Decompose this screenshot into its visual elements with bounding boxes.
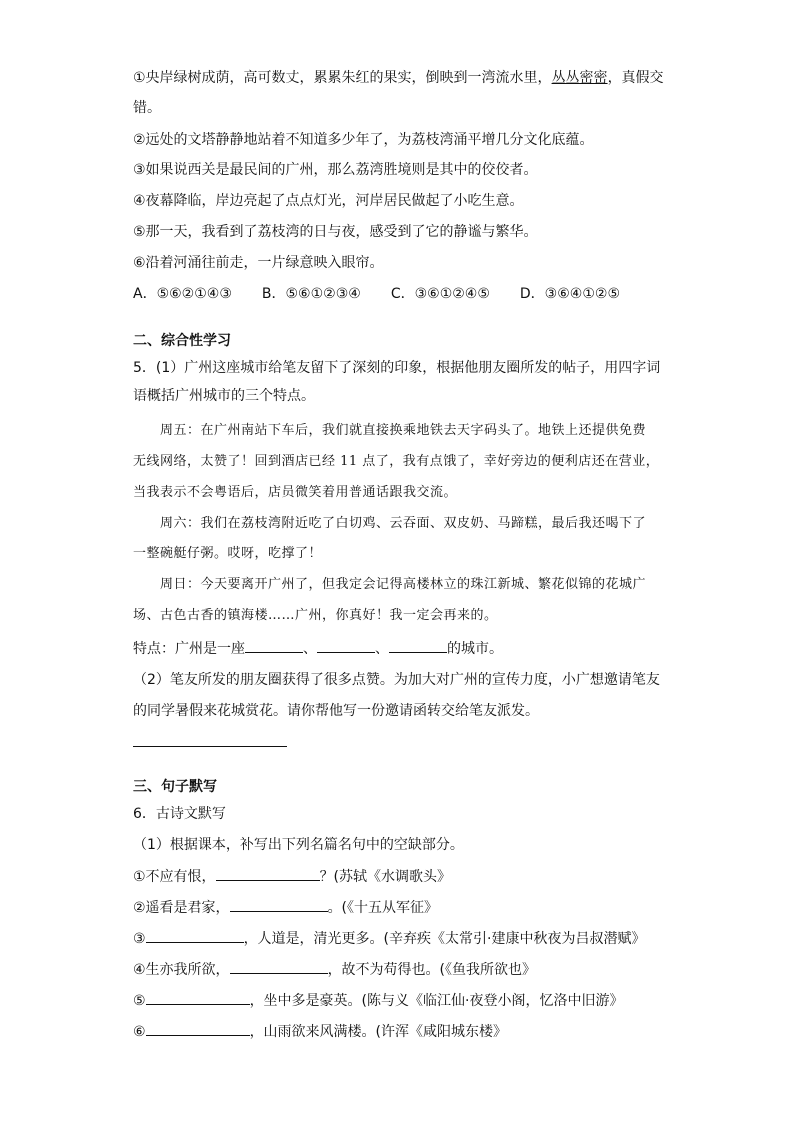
- option-c[interactable]: C．③⑥①②④⑤: [390, 286, 490, 302]
- option-a[interactable]: A．⑤⑥②①④③: [133, 286, 232, 302]
- features-answer-line: [133, 638, 503, 659]
- underlined-phrase: 丛丛密密: [551, 70, 608, 86]
- question-5-part-2: （2）笔友所发的朋友圈获得了很多点赞。为加大对广州的宣传力度，小广想邀请笔友: [133, 672, 660, 688]
- sentence-6: ⑥沿着河涌往前走，一片绿意映入眼帘。: [133, 255, 384, 271]
- answer-options: [133, 284, 650, 304]
- poem-blank-6[interactable]: [146, 1021, 250, 1036]
- separator: 、: [375, 641, 389, 657]
- poem-blank-1[interactable]: [216, 866, 320, 881]
- post-saturday-line-2: 一整碗艇仔粥。哎呀，吃撑了！: [133, 546, 323, 561]
- question-5-part-1: 5．(1）广州这座城市给笔友留下了深刻的印象，根据他朋友圈所发的帖子，用四字词: [133, 360, 661, 376]
- poem-line-3: [133, 928, 645, 949]
- poem-text: ①不应有恨，: [133, 869, 216, 885]
- poem-blank-4[interactable]: [230, 959, 328, 974]
- sentence-2: ②远处的文塔静静地站着不知道多少年了，为荔枝湾涌平增几分文化底蕴。: [133, 132, 594, 148]
- sentence-1-continued: 错。: [133, 100, 161, 116]
- answer-line[interactable]: [133, 746, 287, 747]
- sentence-1: [133, 68, 664, 88]
- post-sunday-line-2: 场、古色古香的镇海楼……广州，你真好！我一定会再来的。: [133, 608, 498, 623]
- sentence-1-text: ①央岸绿树成荫，高可数丈，累累朱红的果实，倒映到一湾流水里，: [133, 70, 552, 86]
- poem-source: ，坐中多是豪英。(陈与义《临江仙·夜登小阁，忆洛中旧游》: [249, 993, 624, 1009]
- poem-text: ③: [133, 931, 146, 947]
- question-5-part-2-continued: 的同学暑假来花城赏花。请你帮他写一份邀请函转交给笔友派发。: [133, 703, 539, 719]
- poem-blank-2[interactable]: [230, 897, 328, 912]
- feature-blank-1[interactable]: [245, 638, 303, 653]
- section-2-heading: 二、综合性学习: [133, 333, 231, 349]
- feature-blank-3[interactable]: [389, 638, 447, 653]
- sentence-1-text-end: ，真假交: [607, 70, 664, 86]
- feature-blank-2[interactable]: [317, 638, 375, 653]
- poem-source: ，人道是，清光更多。(辛弃疾《太常引·建康中秋夜为吕叔潜赋》: [243, 931, 646, 947]
- poem-source: ？(苏轼《水调歌头》: [319, 869, 452, 885]
- features-end: 的城市。: [447, 641, 503, 657]
- poem-source: ，故不为苟得也。(《鱼我所欲也》: [327, 962, 537, 978]
- question-5-part-1-continued: 语概括广州城市的三个特点。: [133, 388, 315, 404]
- poem-line-1: [133, 866, 451, 887]
- poem-text: ④生亦我所欲，: [133, 962, 230, 978]
- separator: 、: [303, 641, 317, 657]
- question-6-title: 6．古诗文默写: [133, 806, 226, 822]
- post-saturday-line-1: 周六：我们在荔枝湾附近吃了白切鸡、云吞面、双皮奶、马蹄糕，最后我还喝下了: [160, 516, 647, 531]
- option-b[interactable]: B．⑤⑥①②③④: [261, 286, 361, 302]
- poem-source: ，山雨欲来风满楼。(许浑《咸阳城东楼》: [249, 1024, 508, 1040]
- poem-line-2: [133, 897, 438, 918]
- poem-text: ②遥看是君家，: [133, 900, 230, 916]
- poem-blank-3[interactable]: [146, 928, 244, 943]
- option-d[interactable]: D．③⑥④①②⑤: [519, 286, 620, 302]
- poem-source: 。(《十五从军征》: [327, 900, 439, 916]
- features-label: 特点：广州是一座: [133, 641, 245, 657]
- sentence-4: ④夜幕降临，岸边亮起了点点灯光，河岸居民做起了小吃生意。: [133, 193, 524, 209]
- post-friday-line-2: 无线网络，太赞了！回到酒店已经 11 点了，我有点饿了，幸好旁边的便利店还在营业，: [133, 454, 660, 469]
- post-friday-line-1: 周五：在广州南站下车后，我们就直接换乘地铁去天字码头了。地铁上还提供免费: [160, 423, 647, 438]
- poem-text: ⑥: [133, 1024, 146, 1040]
- post-friday-line-3: 当我表示不会粤语后，店员微笑着用普通话跟我交流。: [133, 485, 458, 500]
- poem-line-4: [133, 959, 536, 980]
- sentence-5: ⑤那一天，我看到了荔枝湾的日与夜，感受到了它的静谧与繁华。: [133, 224, 538, 240]
- sentence-3: ③如果说西关是最民间的广州，那么荔湾胜境则是其中的佼佼者。: [133, 162, 538, 178]
- question-6-instruction: （1）根据课本，补写出下列名篇名句中的空缺部分。: [133, 837, 464, 853]
- post-sunday-line-1: 周日：今天要离开广州了，但我定会记得高楼林立的珠江新城、繁花似锦的花城广: [160, 577, 647, 592]
- section-3-heading: 三、句子默写: [133, 779, 217, 795]
- poem-line-6: [133, 1021, 507, 1042]
- poem-line-5: [133, 990, 623, 1011]
- poem-text: ⑤: [133, 993, 146, 1009]
- poem-blank-5[interactable]: [146, 990, 250, 1005]
